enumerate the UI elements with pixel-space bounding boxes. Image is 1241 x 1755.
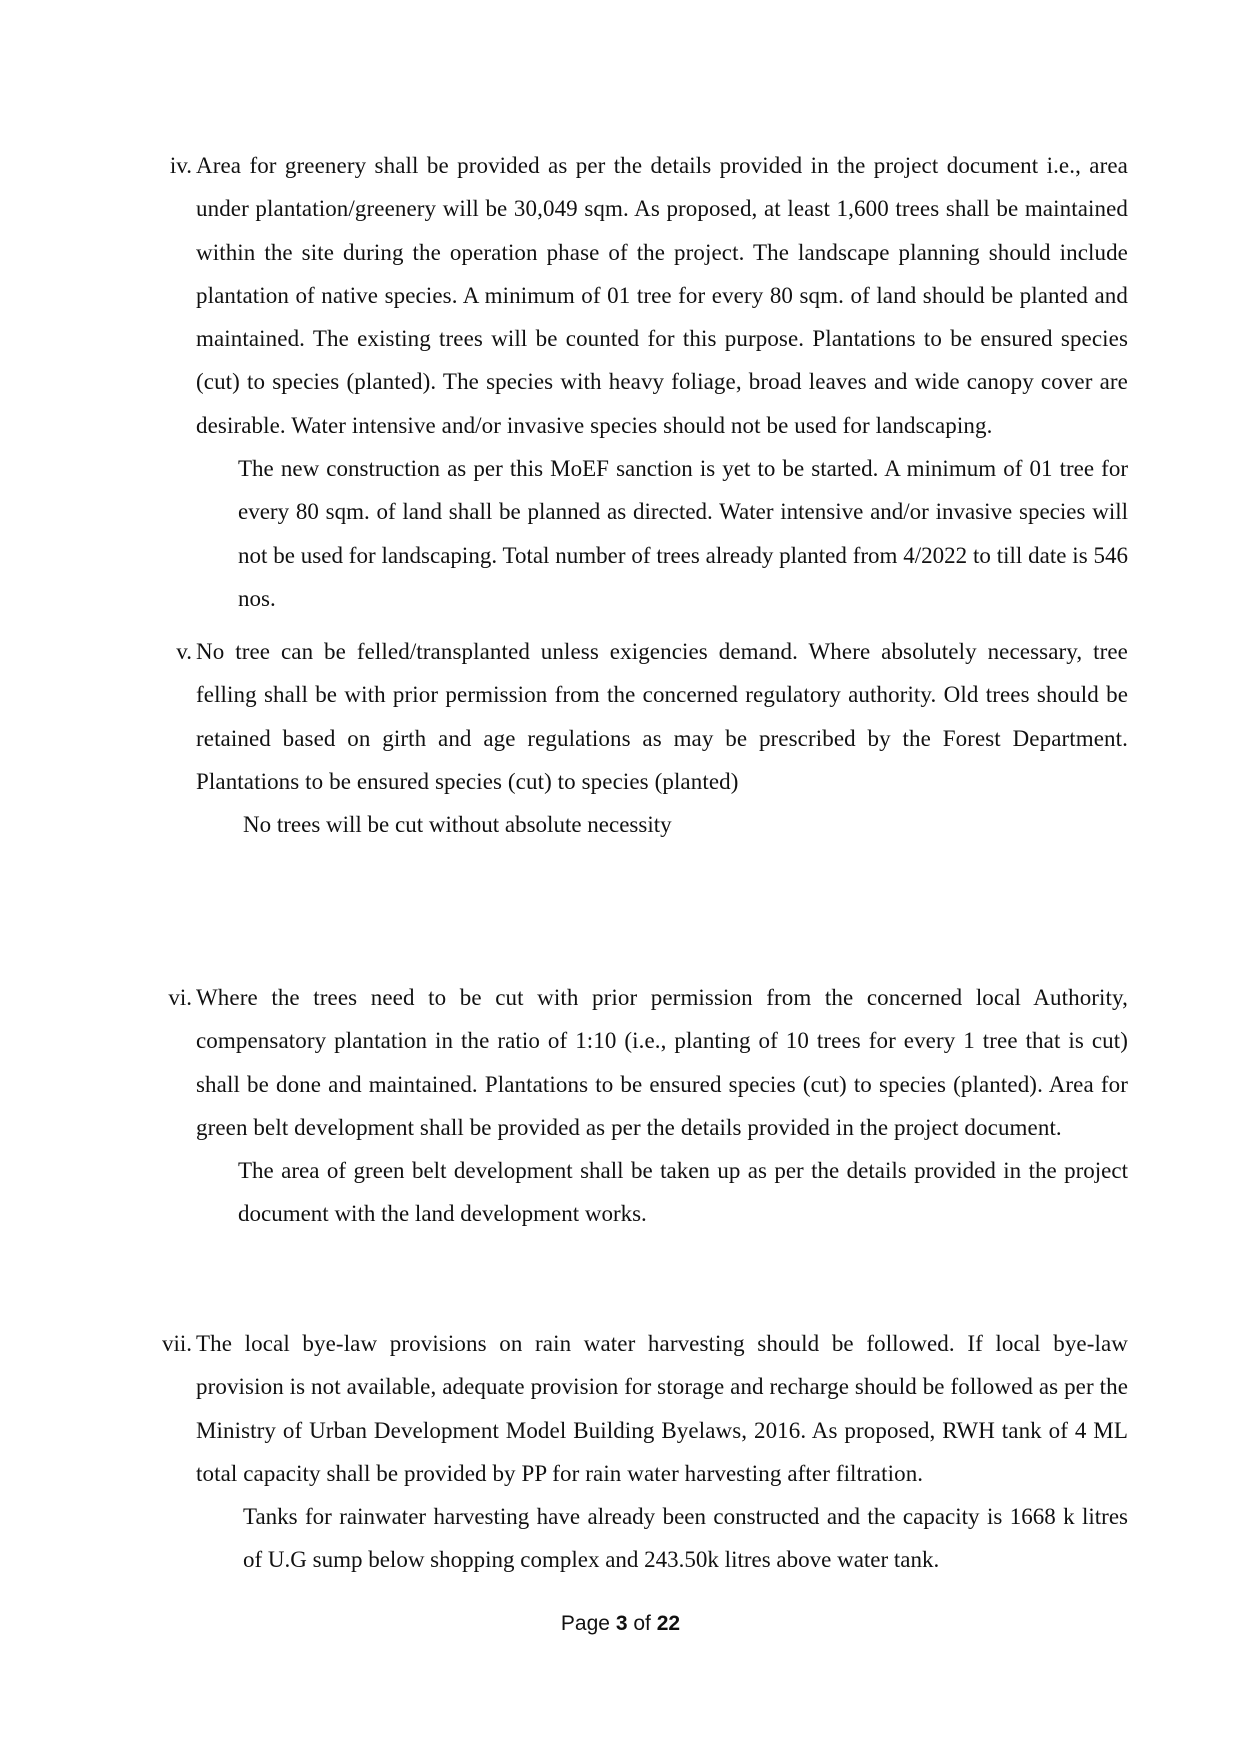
condition-vii (148, 1322, 1128, 1582)
item-marker: v. (176, 639, 192, 664)
compliance-response: The area of green belt development shall be taken up as per the details provided in the project document with the land development works. (238, 1158, 1128, 1227)
page-label: Page (560, 1612, 610, 1635)
condition-text: Where the trees need to be cut with prior permission from the concerned local Authority, compensatory plantation in the ratio of 1:10 (i.e., planting of 10 trees for every 1 tree that is cut) shall be done and maintained. Plantations to be ensured species (cut) to species (planted). Area for green belt development shall be provided as per the details provided in the project document. (196, 985, 1128, 1140)
condition-v (148, 630, 1128, 846)
of-label: of (633, 1612, 651, 1635)
compliance-response: No trees will be cut without absolute necessity (243, 812, 672, 838)
compliance-response: Tanks for rainwater harvesting have already been constructed and the capacity is 1668 k litres of U.G sump below shopping complex and 243.50k litres above water tank. (243, 1504, 1128, 1573)
item-marker: vii. (161, 1331, 192, 1356)
total-pages: 22 (656, 1612, 681, 1635)
compliance-response: The new construction as per this MoEF sanction is yet to be started. A minimum of 01 tree for every 80 sqm. of land shall be planned as directed. Water intensive and/or invasive species will not be used for landscaping. Total number of trees already planted from 4/2022 to till date is 546 nos. (238, 456, 1128, 611)
page-footer (0, 1612, 1241, 1636)
item-marker: iv. (169, 153, 192, 178)
item-marker: vi. (168, 985, 192, 1010)
condition-text: The local bye-law provisions on rain water harvesting should be followed. If local bye-law provision is not available, adequate provision for storage and recharge should be followed as per the Ministry of Urban Development Model Building Byelaws, 2016. As proposed, RWH tank of 4 ML total capacity shall be provided by PP for rain water harvesting after filtration. (196, 1331, 1128, 1486)
condition-text: No tree can be felled/transplanted unless exigencies demand. Where absolutely necessary, tree felling shall be with prior permission from the concerned regulatory authority. Old trees should be retained based on girth and age regulations as may be prescribed by the Forest Department. Plantations to be ensured species (cut) to species (planted) (196, 639, 1128, 794)
page-number: 3 (615, 1612, 628, 1635)
condition-iv (148, 144, 1128, 620)
condition-vi (148, 976, 1128, 1236)
condition-text: Area for greenery shall be provided as per the details provided in the project document i.e., area under plantation/greenery will be 30,049 sqm. As proposed, at least 1,600 trees shall be maintained within the site during the operation phase of the project. The landscape planning should include plantation of native species. A minimum of 01 tree for every 80 sqm. of land should be planted and maintained. The existing trees will be counted for this purpose. Plantations to be ensured species (cut) to species (planted). The species with heavy foliage, broad leaves and wide canopy cover are desirable. Water intensive and/or invasive species should not be used for landscaping. (196, 153, 1128, 438)
